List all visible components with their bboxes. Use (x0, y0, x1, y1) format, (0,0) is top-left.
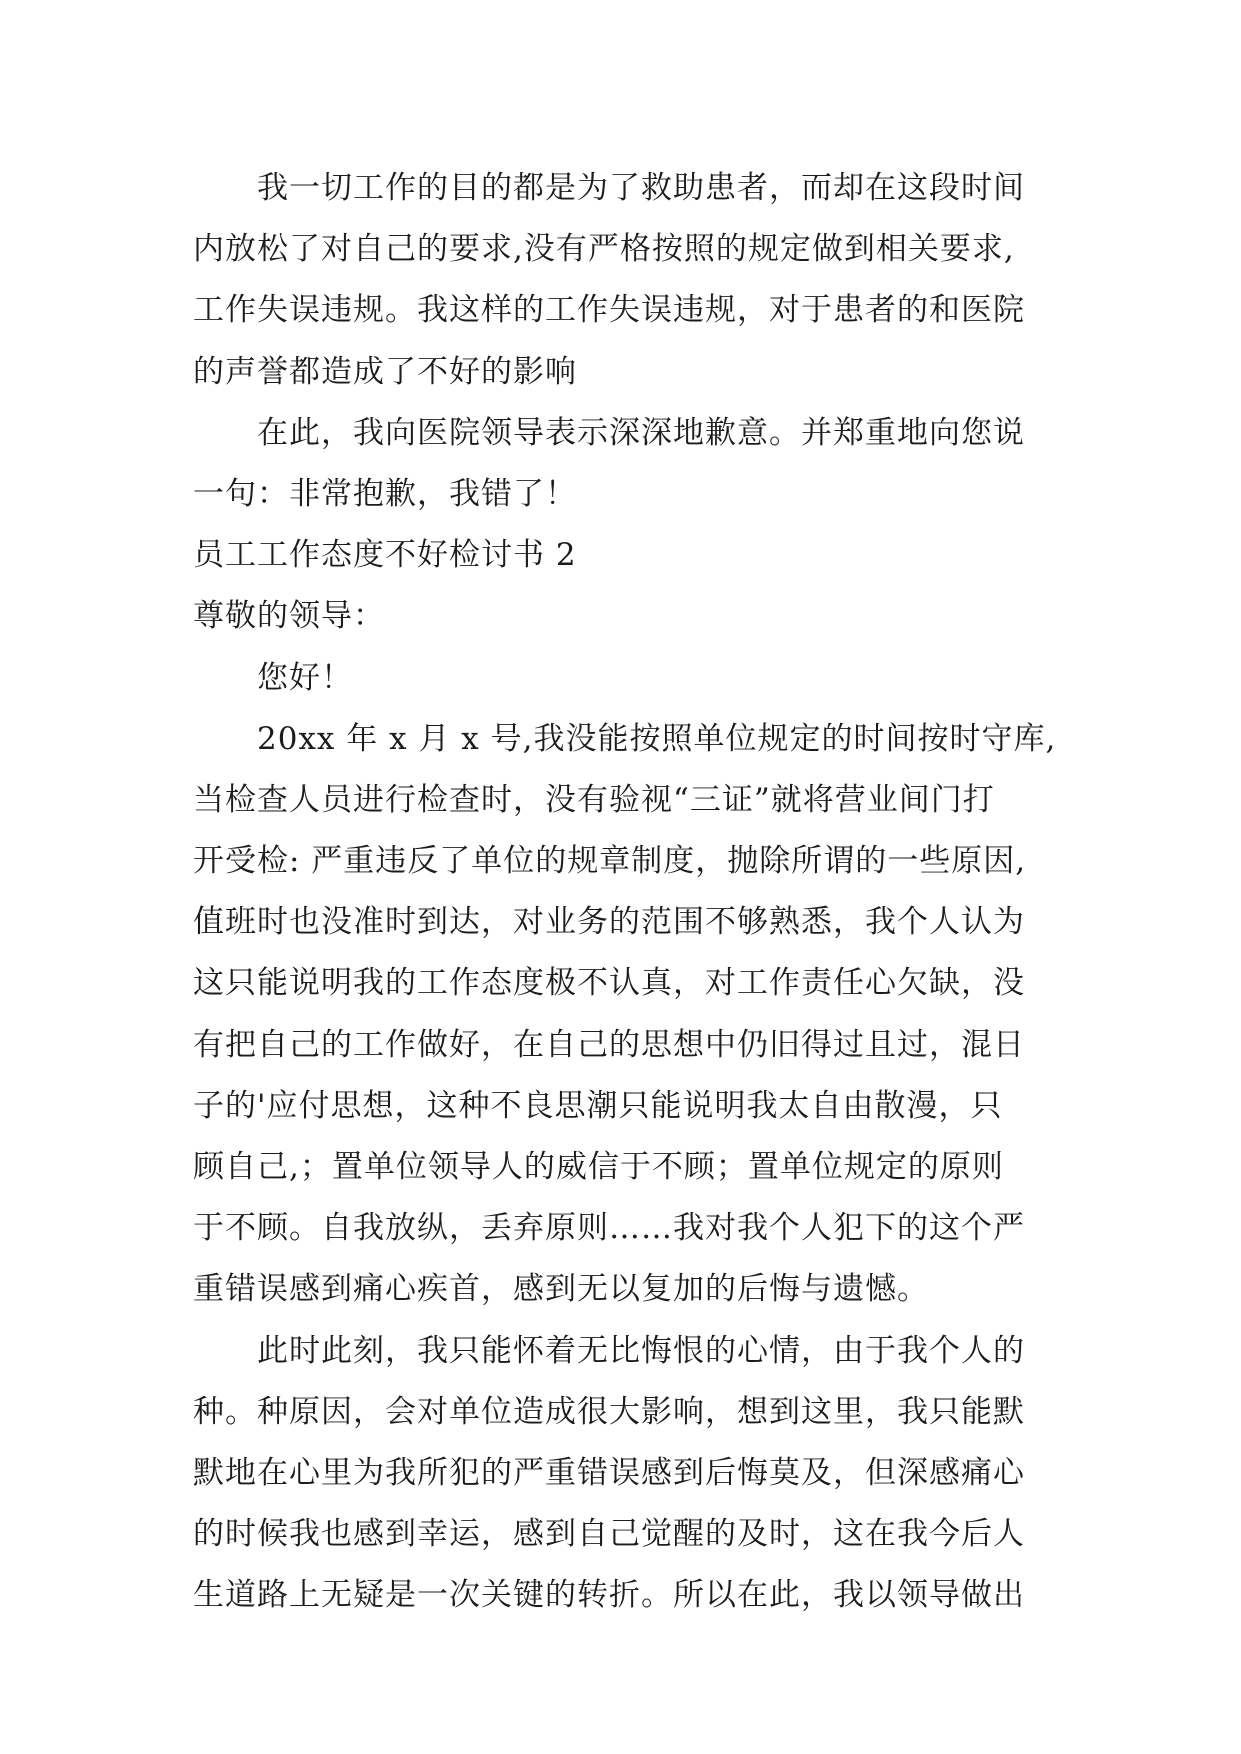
body-line: 此时此刻，我只能怀着无比悔恨的心情，由于我个人的 (257, 1332, 1025, 1369)
body-line: 生道路上无疑是一次关键的转折。所以在此，我以领导做出 (193, 1577, 1025, 1614)
body-line: 于不顾。自我放纵，丢弃原则……我对我个人犯下的这个严 (193, 1210, 1025, 1247)
section-title: 员工工作态度不好检讨书 2 (193, 537, 577, 574)
body-line: 一句：非常抱歉，我错了！ (193, 475, 577, 512)
body-line: 的声誉都造成了不好的影响 (193, 353, 577, 390)
body-line: 有把自己的工作做好，在自己的思想中仍旧得过且过，混日 (193, 1026, 1025, 1063)
body-line: 值班时也没准时到达，对业务的范围不够熟悉，我个人认为 (193, 904, 1025, 941)
body-line: 的时候我也感到幸运，感到自己觉醒的及时，这在我今后人 (193, 1516, 1025, 1553)
body-line: 这只能说明我的工作态度极不认真，对工作责任心欠缺，没 (193, 965, 1025, 1002)
body-line: 子的'应付思想，这种不良思潮只能说明我太自由散漫，只 (193, 1087, 1003, 1124)
body-line: 我一切工作的目的都是为了救助患者，而却在这段时间 (257, 170, 1025, 206)
body-line: 开受检: 严重违反了单位的规章制度，抛除所谓的一些原因, (193, 843, 1027, 880)
greeting: 您好！ (257, 659, 353, 696)
document-body (193, 158, 1073, 1627)
body-line: 默地在心里为我所犯的严重错误感到后悔莫及，但深感痛心 (193, 1454, 1025, 1491)
body-line: 工作失误违规。我这样的工作失误违规，对于患者的和医院 (193, 292, 1025, 329)
body-line: 在此，我向医院领导表示深深地歉意。并郑重地向您说 (257, 414, 1025, 451)
body-line: 顾自己,；置单位领导人的威信于不顾；置单位规定的原则 (193, 1149, 1004, 1185)
salutation: 尊敬的领导： (193, 598, 385, 635)
body-line: 内放松了对自己的要求,没有严格按照的规定做到相关要求, (193, 231, 1015, 268)
body-line: 当检查人员进行检查时，没有验视“三证”就将营业间门打 (193, 781, 995, 818)
body-line: 重错误感到痛心疾首，感到无以复加的后悔与遗憾。 (193, 1271, 929, 1308)
body-line: 种。种原因，会对单位造成很大影响，想到这里，我只能默 (193, 1393, 1025, 1430)
body-line: 20xx 年 x 月 x 号,我没能按照单位规定的时间按时守库, (257, 720, 1057, 757)
